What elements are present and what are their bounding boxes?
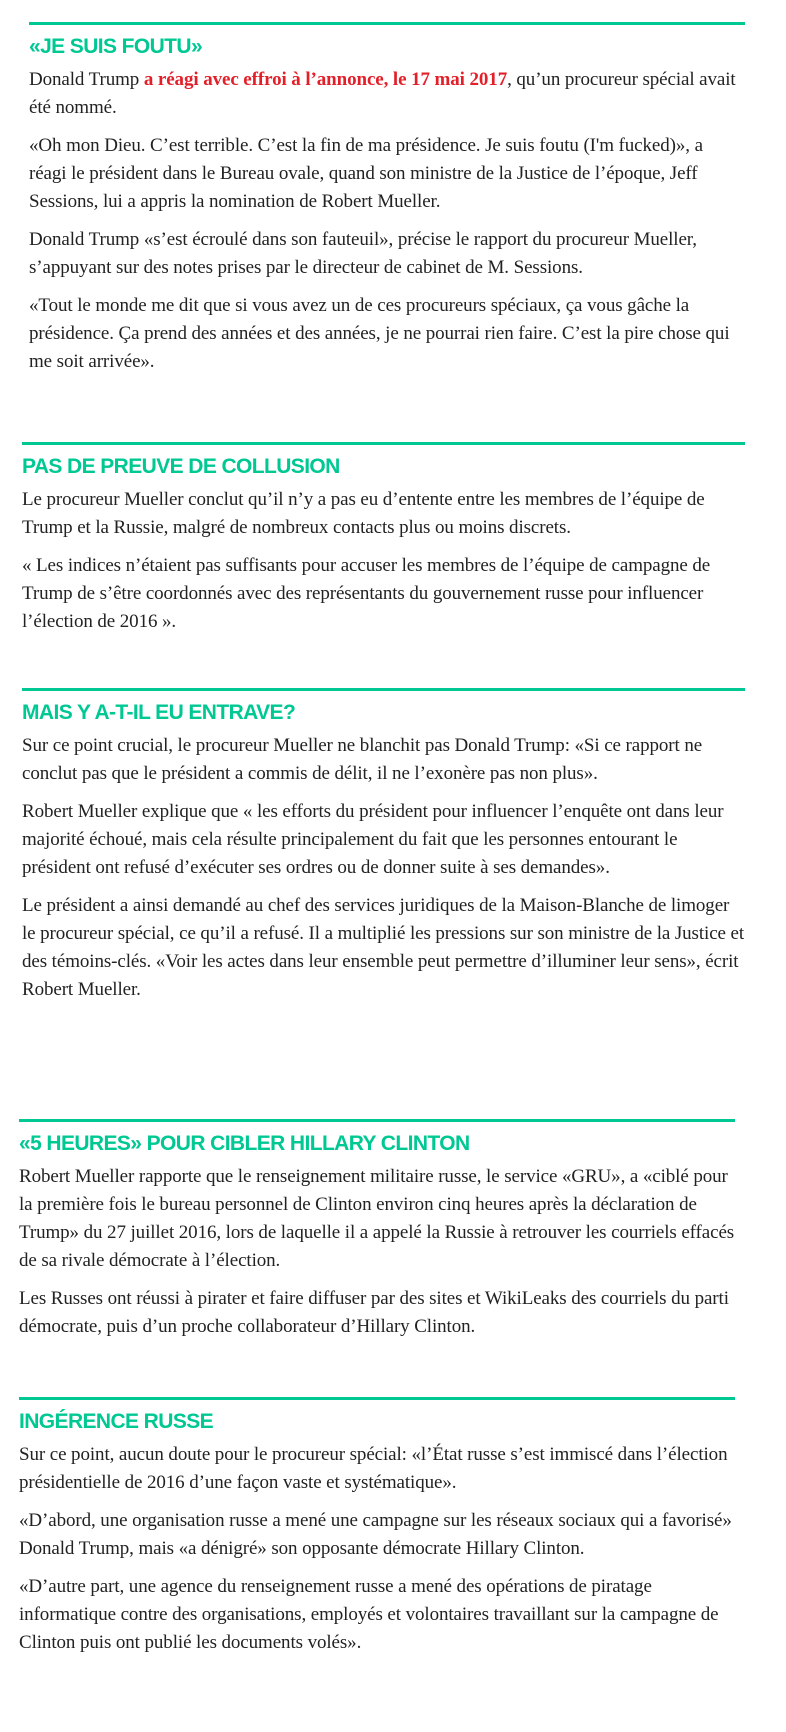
paragraph: «D’abord, une organisation russe a mené une campagne sur les réseaux sociaux qui a favorisé» Donald Trump, mais «a dénigré» son opposante démocrate Hillary Clinton. xyxy=(19,1510,732,1559)
paragraph: Le procureur Mueller conclut qu’il n’y a pas eu d’entente entre les membres de l’équipe de Trump et la Russie, malgré de nombreux contacts plus ou moins discrets. xyxy=(22,489,705,538)
section-heading: «JE SUIS FOUTU» xyxy=(29,35,203,58)
section-heading: «5 HEURES» POUR CIBLER HILLARY CLINTON xyxy=(19,1132,470,1155)
intro-text-end: , qu’un procureur spécial avait été nommé. xyxy=(29,69,736,118)
section-heading: MAIS Y A-T-IL EU ENTRAVE? xyxy=(22,701,296,724)
intro-text: Donald Trump xyxy=(29,69,144,90)
paragraph: Le président a ainsi demandé au chef des services juridiques de la Maison-Blanche de limoger le procureur spécial, ce qu’il a refusé. Il a multiplié les pressions sur son ministre de la Justice et des témoins-clés. «Voir les actes dans leur ensemble peut permettre d’illuminer leur sens», écrit Robert Mueller. xyxy=(22,895,745,1000)
section-heading: INGÉRENCE RUSSE xyxy=(19,1410,214,1433)
paragraph: Donald Trump «s’est écroulé dans son fauteuil», précise le rapport du procureur Mueller, s’appuyant sur des notes prises par le directeur de cabinet de M. Sessions. xyxy=(29,229,697,278)
paragraph: Robert Mueller explique que « les efforts du président pour influencer l’enquête ont dans leur majorité échoué, mais cela résulte principalement du fait que les personnes entourant le président ont refusé d’exécuter ses ordres ou de donner suite à ses demandes». xyxy=(22,801,724,878)
paragraph xyxy=(29,66,745,122)
section-collusion xyxy=(22,442,745,646)
paragraph: Robert Mueller rapporte que le renseignement militaire russe, le service «GRU», a «ciblé pour la première fois le bureau personnel de Clinton environ cinq heures après la déclaration de Trump» du 27 juillet 2016, lors de laquelle il a appelé la Russie à retrouver les courriels effacés de sa rivale démocrate à l’élection. xyxy=(19,1166,735,1271)
section-divider xyxy=(22,442,745,445)
section-divider xyxy=(22,688,745,691)
paragraph: Sur ce point crucial, le procureur Mueller ne blanchit pas Donald Trump: «Si ce rapport ne conclut pas que le président a commis de délit, il ne l’exonère pas non plus». xyxy=(22,735,703,784)
paragraph: Les Russes ont réussi à pirater et faire diffuser par des sites et WikiLeaks des courriels du parti démocrate, puis d’un proche collaborateur d’Hillary Clinton. xyxy=(19,1288,729,1337)
section-divider xyxy=(19,1397,735,1400)
section-je-suis-foutu xyxy=(29,22,745,386)
section-entrave xyxy=(22,688,745,1014)
paragraph: « Les indices n’étaient pas suffisants pour accuser les membres de l’équipe de campagne de Trump de s’être coordonnés avec des représentants du gouvernement russe pour influencer l’élection de 2016 ». xyxy=(22,555,711,632)
highlighted-link[interactable]: a réagi avec effroi à l’annonce, le 17 mai 2017 xyxy=(143,69,508,90)
paragraph: «Oh mon Dieu. C’est terrible. C’est la fin de ma présidence. Je suis foutu (I'm fucked)», a réagi le président dans le Bureau ovale, quand son ministre de la Justice de l’époque, Jeff Sessions, lui a appris la nomination de Robert Mueller. xyxy=(29,135,703,212)
section-divider xyxy=(19,1119,735,1122)
paragraph: Sur ce point, aucun doute pour le procureur spécial: «l’État russe s’est immiscé dans l’élection présidentielle de 2016 d’une façon vaste et systématique». xyxy=(19,1444,728,1493)
section-5-heures xyxy=(19,1119,735,1351)
paragraph: «D’autre part, une agence du renseignement russe a mené des opérations de piratage informatique contre des organisations, employés et volontaires travaillant sur la campagne de Clinton puis ont publié les documents volés». xyxy=(19,1576,719,1653)
paragraph: «Tout le monde me dit que si vous avez un de ces procureurs spéciaux, ça vous gâche la présidence. Ça prend des années et des années, je ne pourrai rien faire. C’est la pire chose qui me soit arrivée». xyxy=(29,295,730,372)
section-heading: PAS DE PREUVE DE COLLUSION xyxy=(22,455,340,478)
section-divider xyxy=(29,22,745,25)
section-ingerence-russe xyxy=(19,1397,735,1667)
